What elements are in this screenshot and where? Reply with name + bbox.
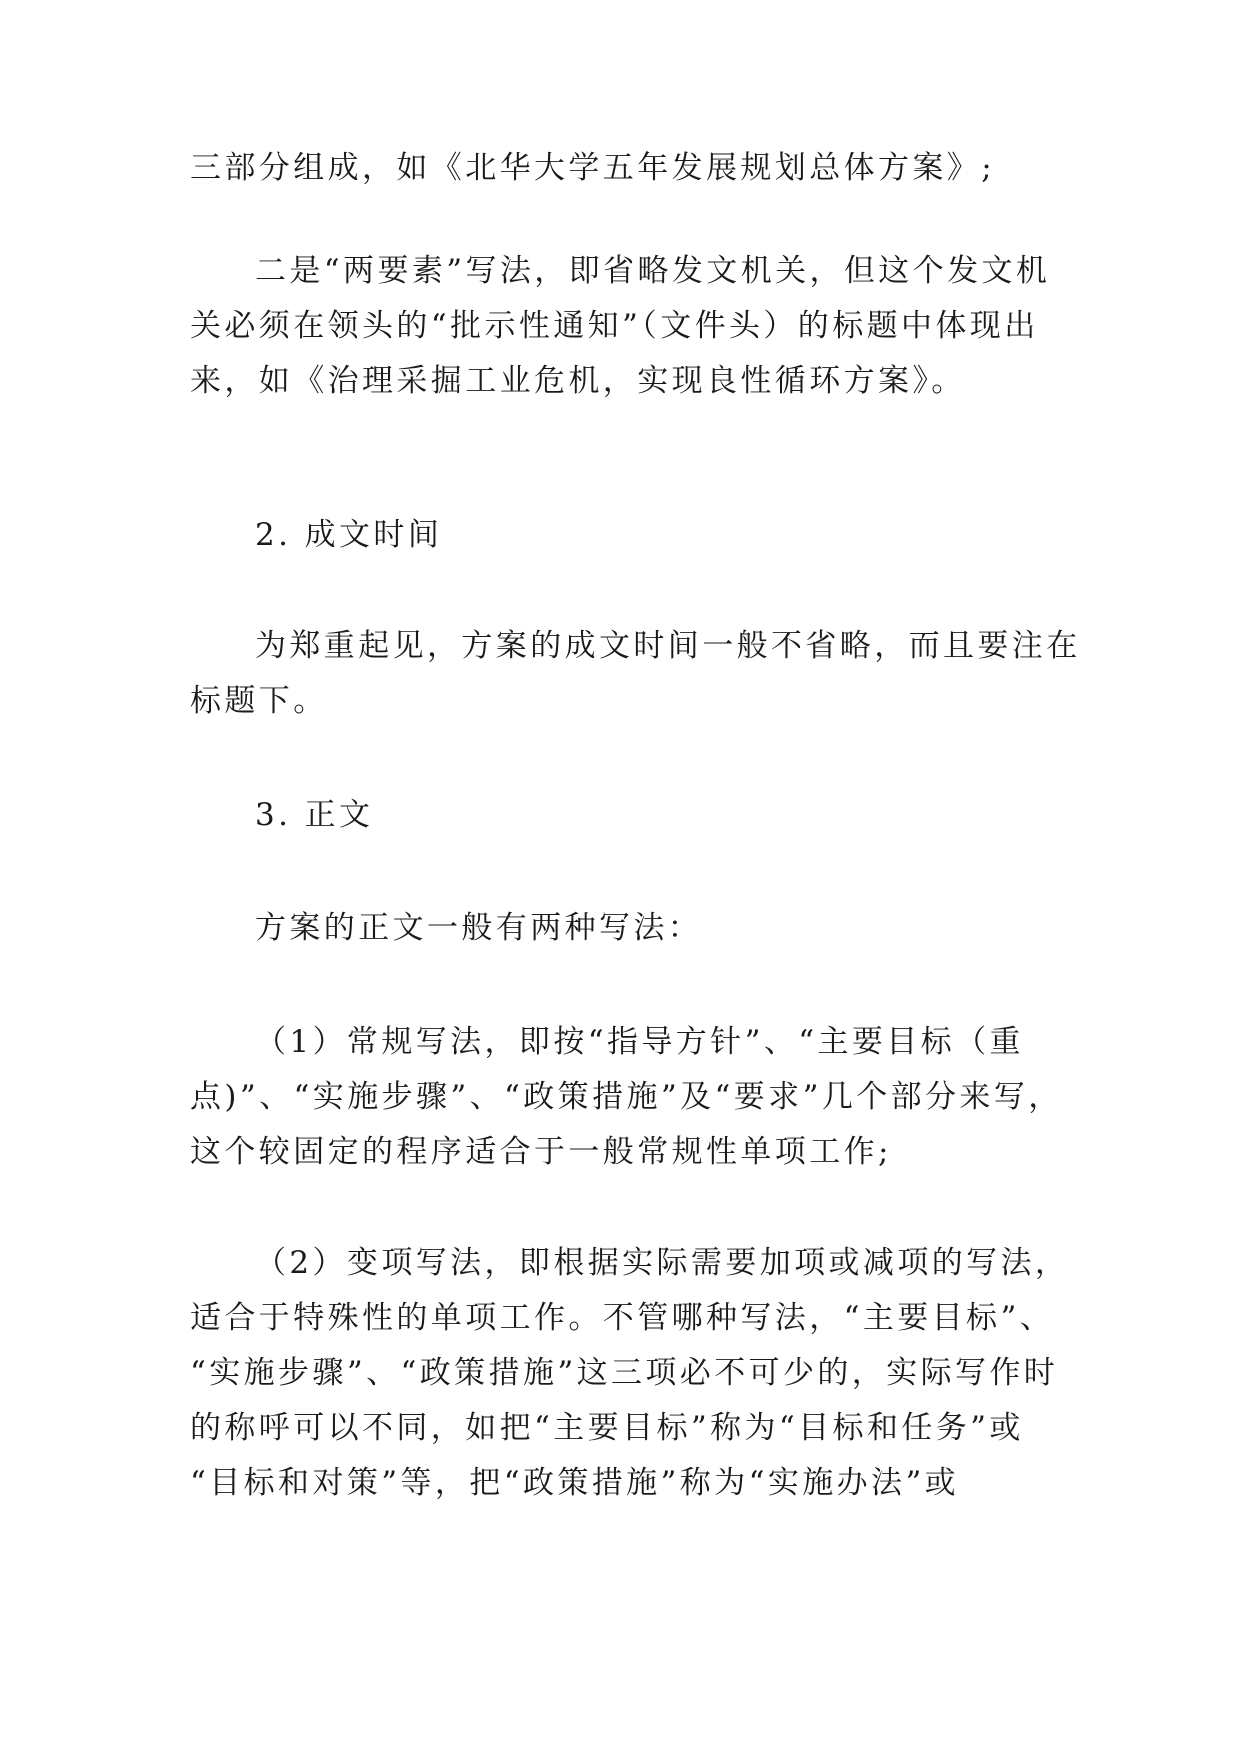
- text-line: （1）常规写法，即按“指导方针”、“主要目标（重: [255, 1024, 1024, 1060]
- text-line: 点)”、“实施步骤”、“政策措施”及“要求”几个部分来写，: [190, 1079, 1063, 1115]
- text-line: 二是“两要素”写法，即省略发文机关，但这个发文机: [255, 253, 1051, 289]
- text-line: 方案的正文一般有两种写法：: [255, 910, 703, 946]
- section-heading: 3. 正文: [255, 797, 374, 833]
- text-line: “实施步骤”、“政策措施”这三项必不可少的，实际写作时: [190, 1355, 1059, 1391]
- text-line: 这个较固定的程序适合于一般常规性单项工作;: [190, 1134, 892, 1170]
- text-line: “目标和对策”等，把“政策措施”称为“实施办法”或: [190, 1465, 960, 1501]
- text-line: 来，如《治理采掘工业危机，实现良性循环方案》。: [190, 363, 966, 399]
- text-line: （2）变项写法，即根据实际需要加项或减项的写法，: [255, 1245, 1070, 1281]
- text-line: 三部分组成，如《北华大学五年发展规划总体方案》;: [190, 150, 996, 186]
- text-line: 为郑重起见，方案的成文时间一般不省略，而且要注在: [255, 628, 1081, 664]
- section-heading: 2. 成文时间: [255, 517, 443, 553]
- text-line: 标题下。: [190, 683, 328, 719]
- text-line: 关必须在领头的“批示性通知”（文件头）的标题中体现出: [190, 308, 1039, 344]
- text-line: 适合于特殊性的单项工作。不管哪种写法，“主要目标”、: [190, 1300, 1055, 1336]
- text-line: 的称呼可以不同，如把“主要目标”称为“目标和任务”或: [190, 1410, 1024, 1446]
